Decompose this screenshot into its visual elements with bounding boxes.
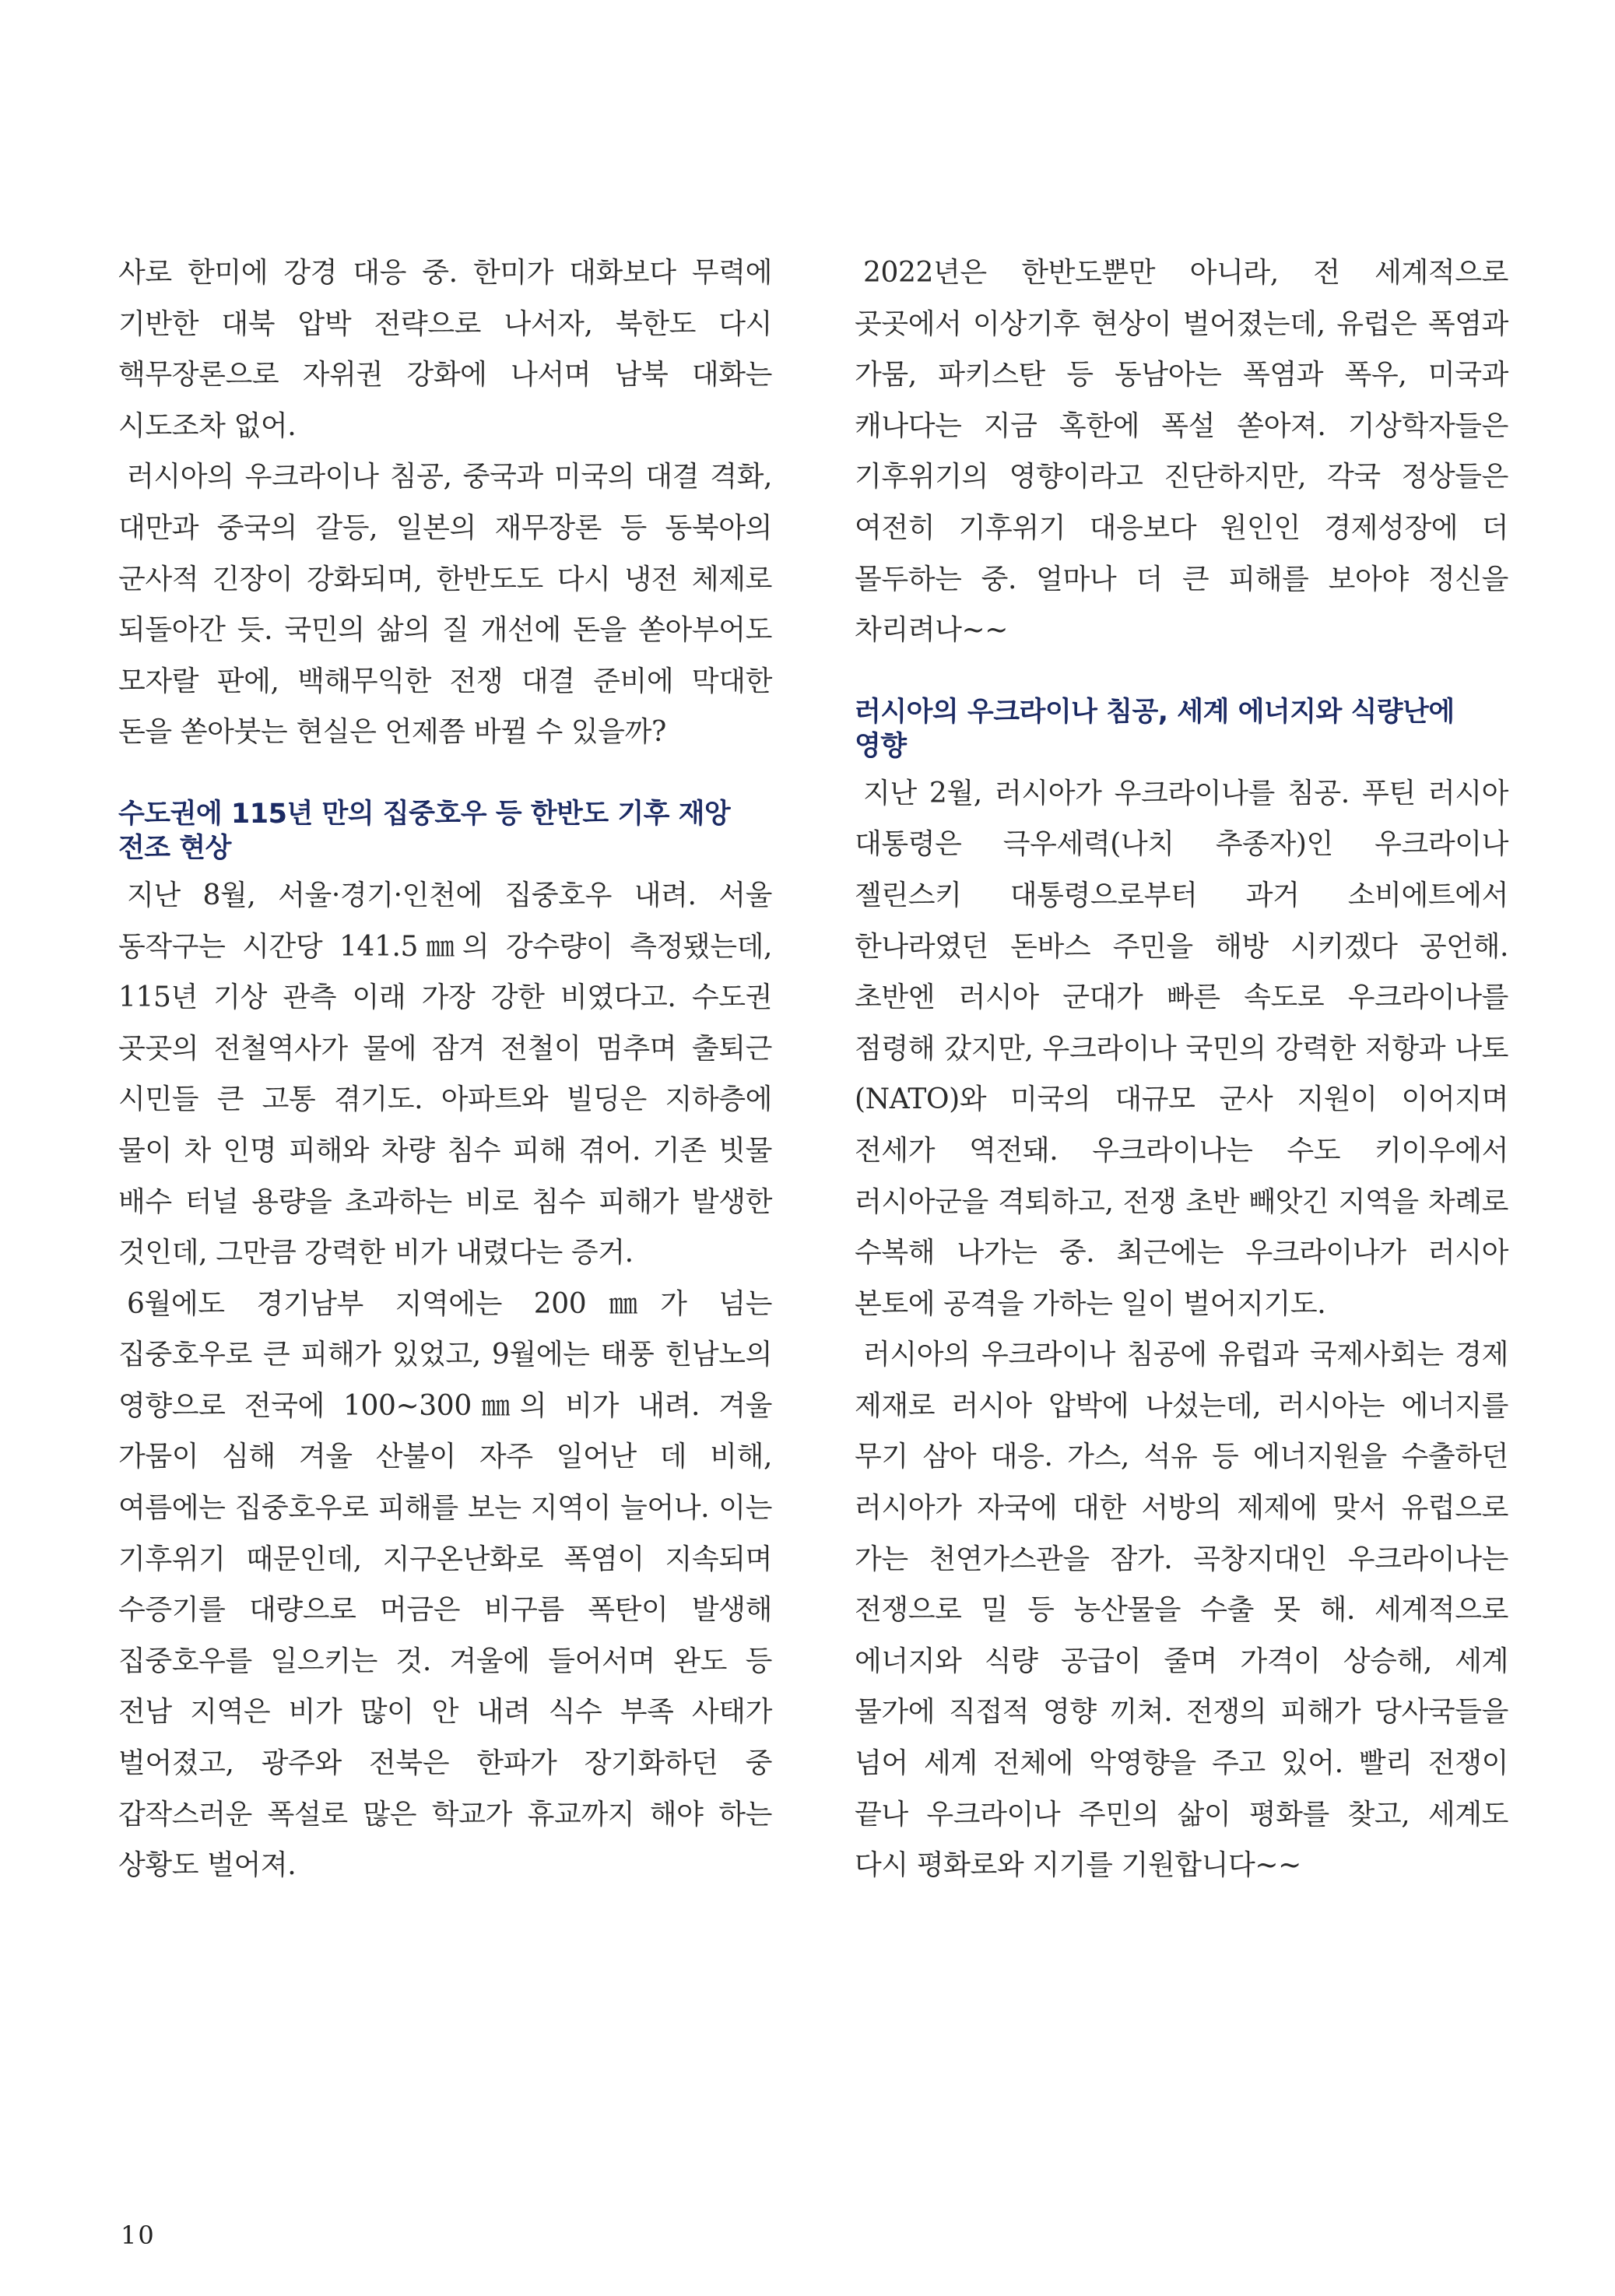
- right-column: [855, 248, 1508, 1891]
- left-paragraph-4: 6월에도 경기남부 지역에는 200㎜가 넘는 집중호우로 큰 피해가 있었고, 9월에는 태풍 힌남노의 영향으로 전국에 100~300㎜의 비가 내려. 겨울 가뭄이 심해 겨울 산불이 자주 일어난 데 비해, 여름에는 집중호우로 피해를 보는 지역이 늘어나. 이는 기후위기 때문인데, 지구온난화로 폭염이 지속되며 수증기를 대량으로 머금은 비구름 폭탄이 발생해 집중호우를 일으키는 것. 겨울에 들어서며 완도 등 전남 지역은 비가 많이 안 내려 식수 부족 사태가 벌어졌고, 광주와 전북은 한파가 장기화하던 중 갑작스러운 폭설로 많은 학교가 휴교까지 해야 하는 상황도 벌어져.: [118, 1287, 772, 1882]
- left-paragraph-2: 러시아의 우크라이나 침공, 중국과 미국의 대결 격화, 대만과 중국의 갈등, 일본의 재무장론 등 동북아의 군사적 긴장이 강화되며, 한반도도 다시 냉전 체제로 되돌아간 듯. 국민의 삶의 질 개선에 돈을 쏟아부어도 모자랄 판에, 백해무익한 전쟁 대결 준비에 막대한 돈을 쏟아붓는 현실은 언제쯤 바뀔 수 있을까?: [118, 461, 772, 749]
- page-number: 10: [121, 2221, 156, 2250]
- section-heading-heavy-rain: 수도권에 115년 만의 집중호우 등 한반도 기후 재앙 전조 현상: [118, 798, 731, 864]
- right-paragraph-1: 2022년은 한반도뿐만 아니라, 전 세계적으로 곳곳에서 이상기후 현상이 벌어졌는데, 유럽은 폭염과 가뭄, 파키스탄 등 동남아는 폭염과 폭우, 미국과 캐나다는 지금 혹한에 폭설 쏟아져. 기상학자들은 기후위기의 영향이라고 진단하지만, 각국 정상들은 여전히 기후위기 대응보다 원인인 경제성장에 더 몰두하는 중. 얼마나 더 큰 피해를 보아야 정신을 차리려나~~: [855, 257, 1508, 647]
- left-paragraph-1: 사로 한미에 강경 대응 중. 한미가 대화보다 무력에 기반한 대북 압박 전략으로 나서자, 북한도 다시 핵무장론으로 자위권 강화에 나서며 남북 대화는 시도조차 없어.: [118, 257, 772, 442]
- left-column: [118, 248, 772, 1891]
- section-heading-ukraine-invasion: 러시아의 우크라이나 침공, 세계 에너지와 식량난에 영향: [855, 696, 1455, 762]
- right-paragraph-3: 러시아의 우크라이나 침공에 유럽과 국제사회는 경제 제재로 러시아 압박에 나섰는데, 러시아는 에너지를 무기 삼아 대응. 가스, 석유 등 에너지원을 수출하던 러시아가 자국에 대한 서방의 제제에 맞서 유럽으로 가는 천연가스관을 잠가. 곡창지대인 우크라이나는 전쟁으로 밀 등 농산물을 수출 못 해. 세계적으로 에너지와 식량 공급이 줄며 가격이 상승해, 세계 물가에 직접적 영향 끼쳐. 전쟁의 피해가 당사국들을 넘어 세계 전체에 악영향을 주고 있어. 빨리 전쟁이 끝나 우크라이나 주민의 삶이 평화를 찾고, 세계도 다시 평화로와 지기를 기원합니다~~: [855, 1339, 1508, 1882]
- left-paragraph-3: 지난 8월, 서울·경기·인천에 집중호우 내려. 서울 동작구는 시간당 141.5㎜의 강수량이 측정됐는데, 115년 기상 관측 이래 가장 강한 비였다고. 수도권 곳곳의 전철역사가 물에 잠겨 전철이 멈추며 출퇴근 시민들 큰 고통 겪기도. 아파트와 빌딩은 지하층에 물이 차 인명 피해와 차량 침수 피해 겪어. 기존 빗물 배수 터널 용량을 초과하는 비로 침수 피해가 발생한 것인데, 그만큼 강력한 비가 내렸다는 증거.: [118, 879, 772, 1269]
- right-paragraph-2: 지난 2월, 러시아가 우크라이나를 침공. 푸틴 러시아 대통령은 극우세력(나치 추종자)인 우크라이나 젤린스키 대통령으로부터 과거 소비에트에서 한나라였던 돈바스 주민을 해방 시키겠다 공언해. 초반엔 러시아 군대가 빠른 속도로 우크라이나를 점령해 갔지만, 우크라이나 국민의 강력한 저항과 나토(NATO)와 미국의 대규모 군사 지원이 이어지며 전세가 역전돼. 우크라이나는 수도 키이우에서 러시아군을 격퇴하고, 전쟁 초반 빼앗긴 지역을 차례로 수복해 나가는 중. 최근에는 우크라이나가 러시아 본토에 공격을 가하는 일이 벌어지기도.: [855, 777, 1508, 1320]
